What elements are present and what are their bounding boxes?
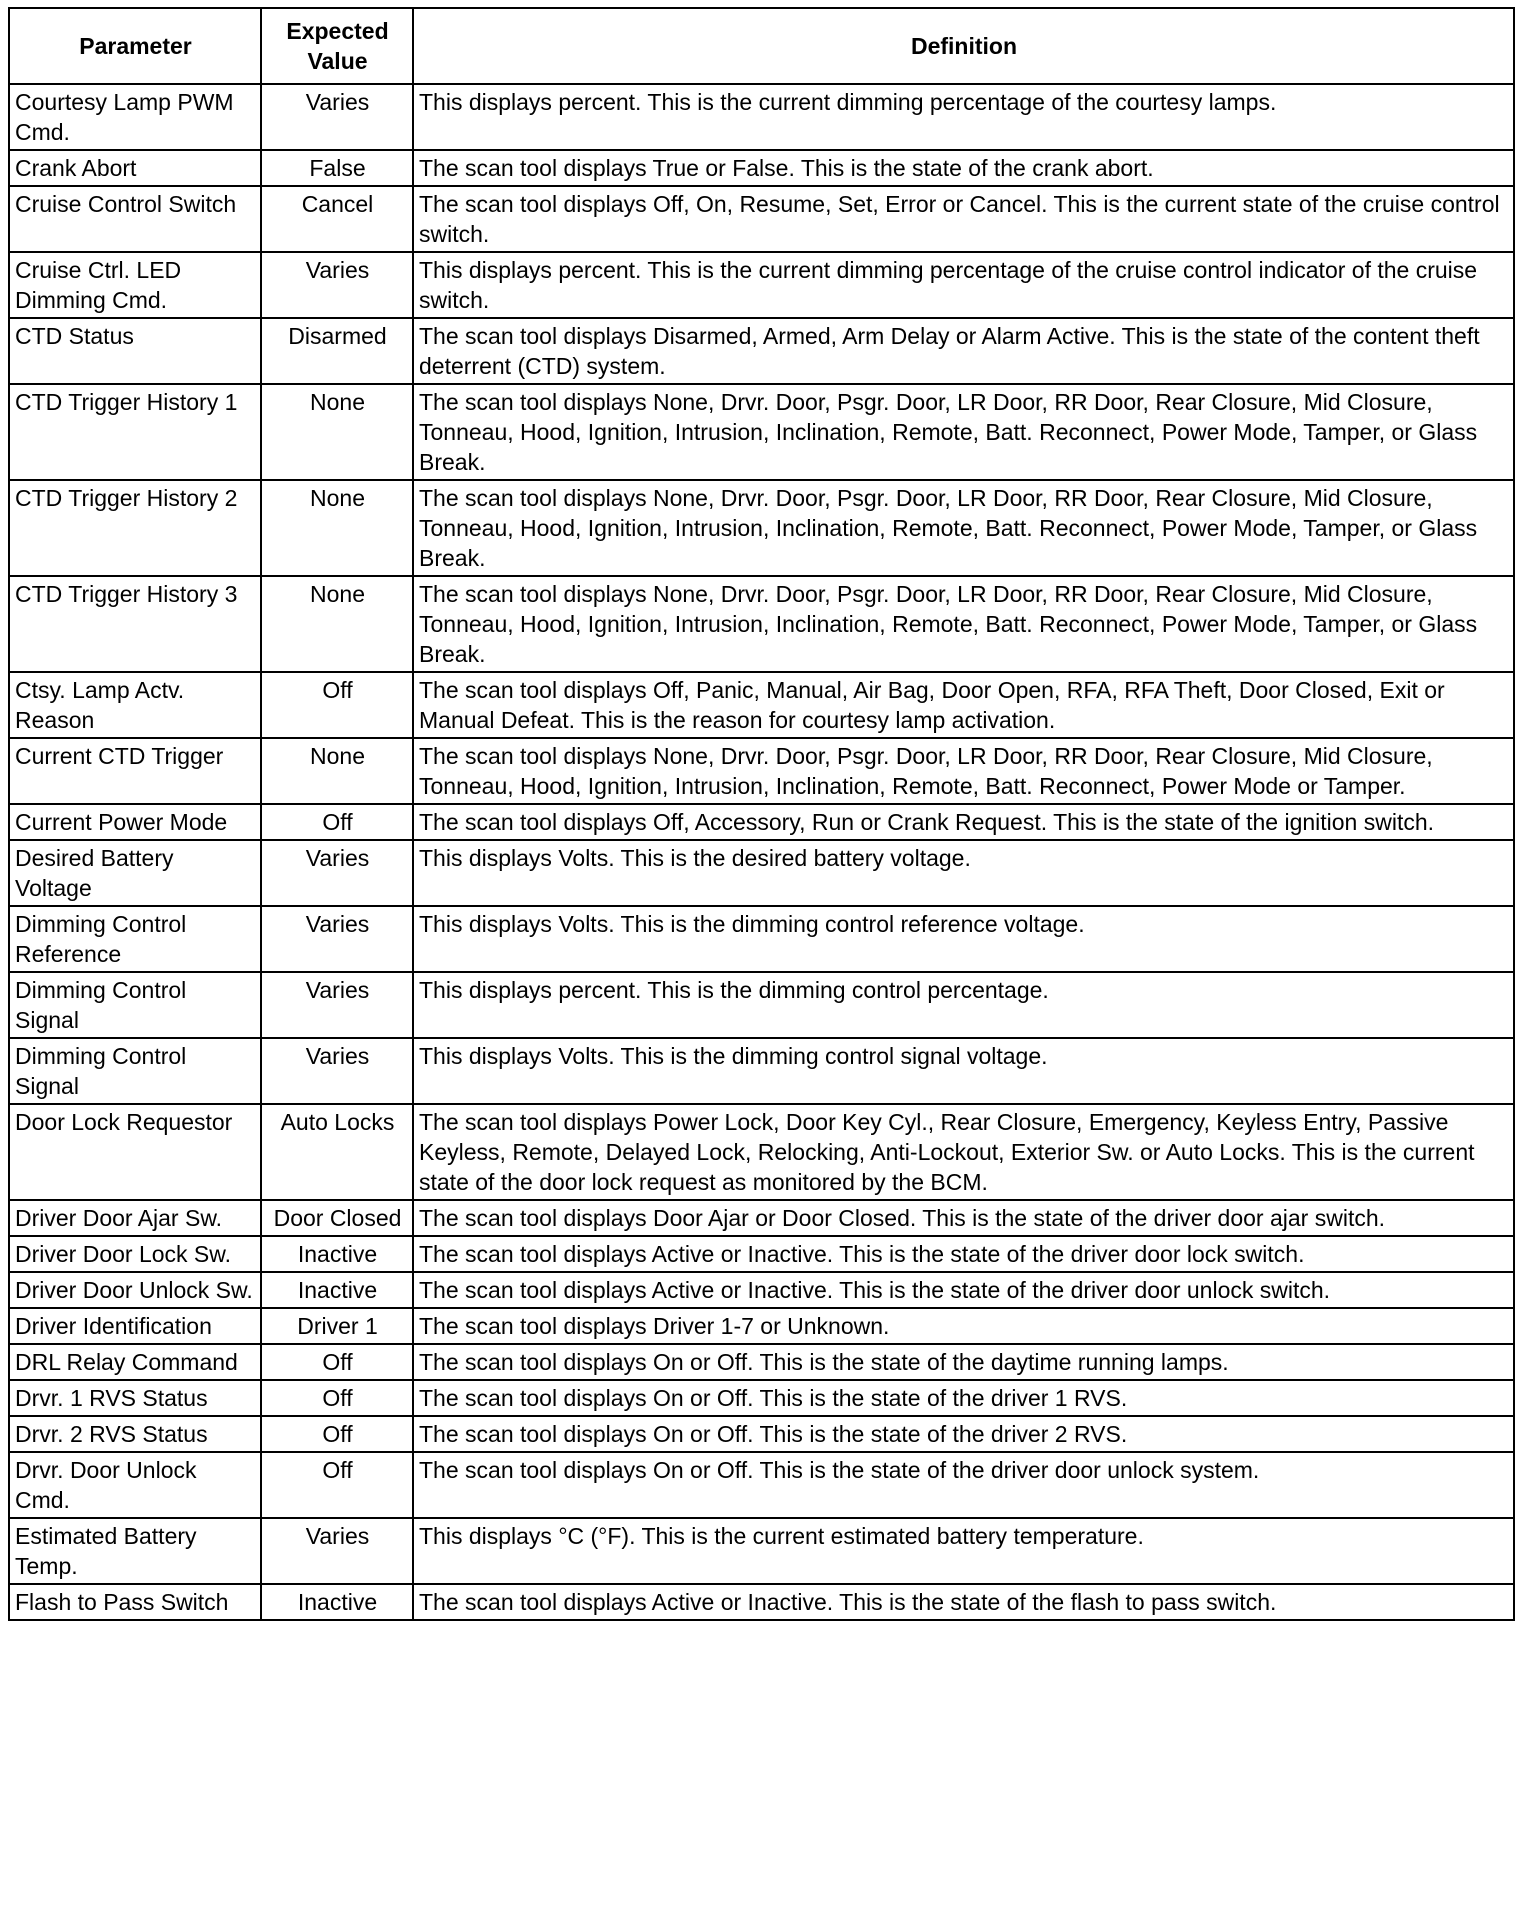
parameter-cell: Door Lock Requestor xyxy=(9,1104,261,1200)
table-row xyxy=(9,384,1514,480)
table-row xyxy=(9,1416,1514,1452)
expected-value-cell: Varies xyxy=(261,1518,413,1584)
table-row xyxy=(9,1200,1514,1236)
definition-cell: This displays percent. This is the current dimming percentage of the cruise control indicator of the cruise switch. xyxy=(413,252,1514,318)
definition-cell: The scan tool displays None, Drvr. Door, Psgr. Door, LR Door, RR Door, Rear Closure, Mid Closure, Tonneau, Hood, Ignition, Intrusion, Inclination, Remote, Batt. Reconnect, Power Mode or Tamper. xyxy=(413,738,1514,804)
definition-cell: This displays percent. This is the dimming control percentage. xyxy=(413,972,1514,1038)
table-row xyxy=(9,1308,1514,1344)
parameter-cell: Dimming Control Reference xyxy=(9,906,261,972)
expected-value-cell: Inactive xyxy=(261,1584,413,1620)
table-row xyxy=(9,186,1514,252)
definition-cell: The scan tool displays None, Drvr. Door, Psgr. Door, LR Door, RR Door, Rear Closure, Mid Closure, Tonneau, Hood, Ignition, Intrusion, Inclination, Remote, Batt. Reconnect, Power Mode, Tamper, or Glass Break. xyxy=(413,480,1514,576)
table-row xyxy=(9,1272,1514,1308)
definition-cell: This displays Volts. This is the desired battery voltage. xyxy=(413,840,1514,906)
parameter-cell: Drvr. 2 RVS Status xyxy=(9,1416,261,1452)
table-body xyxy=(9,84,1514,1620)
expected-value-cell: Varies xyxy=(261,840,413,906)
table-row xyxy=(9,906,1514,972)
expected-value-cell: None xyxy=(261,738,413,804)
expected-value-cell: Varies xyxy=(261,906,413,972)
parameter-cell: CTD Trigger History 1 xyxy=(9,384,261,480)
parameter-cell: Driver Door Ajar Sw. xyxy=(9,1200,261,1236)
table-header xyxy=(9,8,1514,84)
parameter-cell: DRL Relay Command xyxy=(9,1344,261,1380)
expected-value-cell: Door Closed xyxy=(261,1200,413,1236)
definition-cell: The scan tool displays True or False. This is the state of the crank abort. xyxy=(413,150,1514,186)
expected-value-cell: Disarmed xyxy=(261,318,413,384)
expected-value-cell: Off xyxy=(261,1344,413,1380)
expected-value-cell: Driver 1 xyxy=(261,1308,413,1344)
parameter-cell: CTD Trigger History 2 xyxy=(9,480,261,576)
definition-cell: This displays °C (°F). This is the current estimated battery temperature. xyxy=(413,1518,1514,1584)
table-row xyxy=(9,84,1514,150)
expected-value-cell: Varies xyxy=(261,84,413,150)
parameter-cell: Courtesy Lamp PWM Cmd. xyxy=(9,84,261,150)
parameter-cell: Current CTD Trigger xyxy=(9,738,261,804)
expected-value-cell: Off xyxy=(261,804,413,840)
definition-cell: The scan tool displays On or Off. This is the state of the daytime running lamps. xyxy=(413,1344,1514,1380)
definition-cell: This displays Volts. This is the dimming control signal voltage. xyxy=(413,1038,1514,1104)
expected-value-cell: None xyxy=(261,576,413,672)
table-row xyxy=(9,1038,1514,1104)
table-row xyxy=(9,972,1514,1038)
definition-cell: The scan tool displays Power Lock, Door Key Cyl., Rear Closure, Emergency, Keyless Entry, Passive Keyless, Remote, Delayed Lock, Relocking, Anti-Lockout, Exterior Sw. or Auto Locks. This is the current state of the door lock request as monitored by the BCM. xyxy=(413,1104,1514,1200)
parameter-cell: Dimming Control Signal xyxy=(9,972,261,1038)
expected-value-cell: Varies xyxy=(261,252,413,318)
definition-cell: The scan tool displays Driver 1-7 or Unknown. xyxy=(413,1308,1514,1344)
parameter-cell: Driver Identification xyxy=(9,1308,261,1344)
table-row xyxy=(9,1518,1514,1584)
table-row xyxy=(9,1380,1514,1416)
table-row xyxy=(9,738,1514,804)
table-row xyxy=(9,576,1514,672)
expected-value-cell: Off xyxy=(261,1416,413,1452)
parameter-cell: Driver Door Unlock Sw. xyxy=(9,1272,261,1308)
header-expected-value: Expected Value xyxy=(261,8,413,84)
parameter-cell: Cruise Ctrl. LED Dimming Cmd. xyxy=(9,252,261,318)
expected-value-cell: Inactive xyxy=(261,1272,413,1308)
definition-cell: The scan tool displays Off, Panic, Manual, Air Bag, Door Open, RFA, RFA Theft, Door Closed, Exit or Manual Defeat. This is the reason for courtesy lamp activation. xyxy=(413,672,1514,738)
definition-cell: The scan tool displays Disarmed, Armed, Arm Delay or Alarm Active. This is the state of the content theft deterrent (CTD) system. xyxy=(413,318,1514,384)
table-row xyxy=(9,1236,1514,1272)
expected-value-cell: Varies xyxy=(261,1038,413,1104)
expected-value-cell: Off xyxy=(261,1380,413,1416)
table-row xyxy=(9,252,1514,318)
parameter-cell: Cruise Control Switch xyxy=(9,186,261,252)
parameter-cell: CTD Status xyxy=(9,318,261,384)
header-definition: Definition xyxy=(413,8,1514,84)
table-row xyxy=(9,1452,1514,1518)
definition-cell: The scan tool displays None, Drvr. Door, Psgr. Door, LR Door, RR Door, Rear Closure, Mid Closure, Tonneau, Hood, Ignition, Intrusion, Inclination, Remote, Batt. Reconnect, Power Mode, Tamper, or Glass Break. xyxy=(413,384,1514,480)
table-row xyxy=(9,1344,1514,1380)
definition-cell: The scan tool displays Active or Inactive. This is the state of the flash to pass switch. xyxy=(413,1584,1514,1620)
expected-value-cell: Off xyxy=(261,1452,413,1518)
expected-value-cell: Auto Locks xyxy=(261,1104,413,1200)
definition-cell: The scan tool displays Door Ajar or Door Closed. This is the state of the driver door ajar switch. xyxy=(413,1200,1514,1236)
expected-value-cell: False xyxy=(261,150,413,186)
expected-value-cell: Cancel xyxy=(261,186,413,252)
expected-value-cell: None xyxy=(261,480,413,576)
definition-cell: The scan tool displays On or Off. This is the state of the driver 1 RVS. xyxy=(413,1380,1514,1416)
parameter-table xyxy=(8,7,1515,1621)
definition-cell: The scan tool displays Active or Inactive. This is the state of the driver door lock switch. xyxy=(413,1236,1514,1272)
table-row xyxy=(9,840,1514,906)
table-row xyxy=(9,804,1514,840)
definition-cell: This displays percent. This is the current dimming percentage of the courtesy lamps. xyxy=(413,84,1514,150)
parameter-cell: Desired Battery Voltage xyxy=(9,840,261,906)
table-row xyxy=(9,1104,1514,1200)
parameter-cell: Drvr. Door Unlock Cmd. xyxy=(9,1452,261,1518)
parameter-cell: Flash to Pass Switch xyxy=(9,1584,261,1620)
table-row xyxy=(9,150,1514,186)
table-row xyxy=(9,318,1514,384)
table-row xyxy=(9,672,1514,738)
parameter-cell: Crank Abort xyxy=(9,150,261,186)
definition-cell: This displays Volts. This is the dimming control reference voltage. xyxy=(413,906,1514,972)
expected-value-cell: Varies xyxy=(261,972,413,1038)
header-row xyxy=(9,8,1514,84)
parameter-cell: Current Power Mode xyxy=(9,804,261,840)
header-parameter: Parameter xyxy=(9,8,261,84)
expected-value-cell: Off xyxy=(261,672,413,738)
expected-value-cell: None xyxy=(261,384,413,480)
definition-cell: The scan tool displays On or Off. This is the state of the driver 2 RVS. xyxy=(413,1416,1514,1452)
parameter-cell: Drvr. 1 RVS Status xyxy=(9,1380,261,1416)
table-row xyxy=(9,480,1514,576)
definition-cell: The scan tool displays On or Off. This is the state of the driver door unlock system. xyxy=(413,1452,1514,1518)
definition-cell: The scan tool displays None, Drvr. Door, Psgr. Door, LR Door, RR Door, Rear Closure, Mid Closure, Tonneau, Hood, Ignition, Intrusion, Inclination, Remote, Batt. Reconnect, Power Mode, Tamper, or Glass Break. xyxy=(413,576,1514,672)
definition-cell: The scan tool displays Off, Accessory, Run or Crank Request. This is the state of the ignition switch. xyxy=(413,804,1514,840)
parameter-cell: Estimated Battery Temp. xyxy=(9,1518,261,1584)
parameter-cell: Driver Door Lock Sw. xyxy=(9,1236,261,1272)
expected-value-cell: Inactive xyxy=(261,1236,413,1272)
definition-cell: The scan tool displays Active or Inactive. This is the state of the driver door unlock switch. xyxy=(413,1272,1514,1308)
parameter-cell: CTD Trigger History 3 xyxy=(9,576,261,672)
definition-cell: The scan tool displays Off, On, Resume, Set, Error or Cancel. This is the current state of the cruise control switch. xyxy=(413,186,1514,252)
parameter-cell: Ctsy. Lamp Actv. Reason xyxy=(9,672,261,738)
parameter-cell: Dimming Control Signal xyxy=(9,1038,261,1104)
table-row xyxy=(9,1584,1514,1620)
